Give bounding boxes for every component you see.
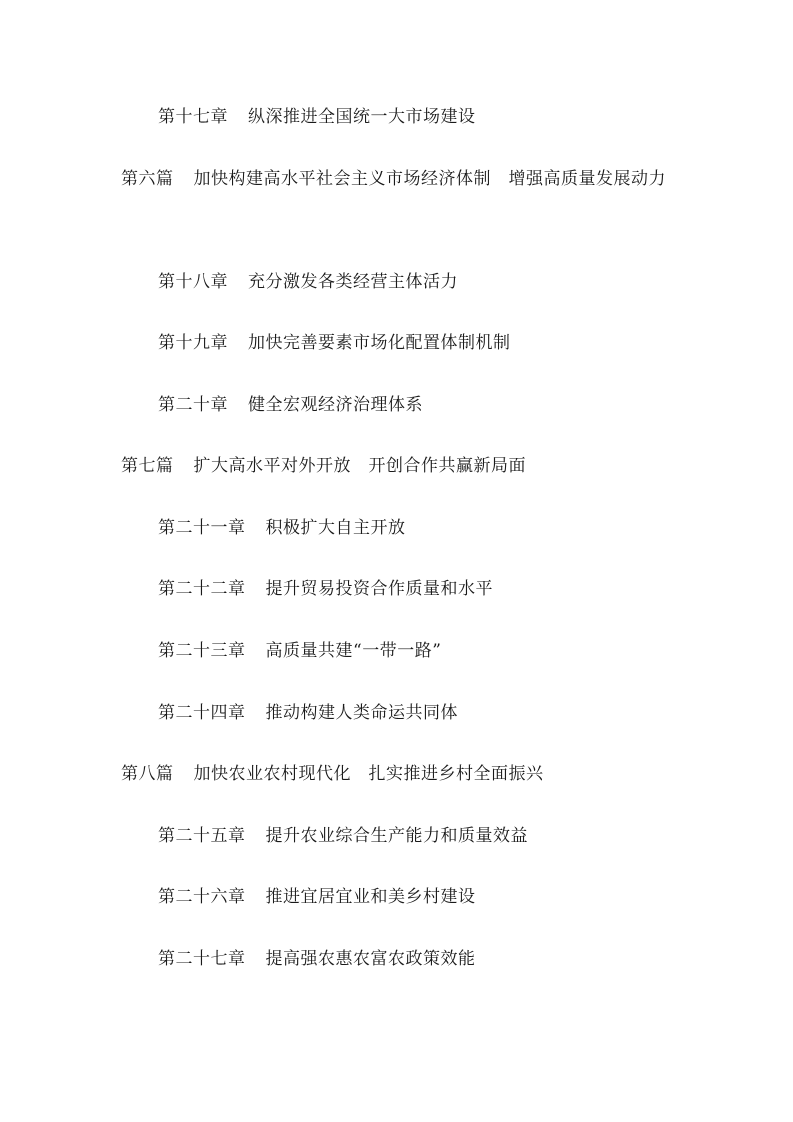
chapter-title: 推进宜居宜业和美乡村建设 [265, 887, 476, 907]
chapter-number: 第二十一章 [158, 518, 246, 538]
chapter-number: 第二十七章 [158, 949, 246, 969]
chapter-title: 提高强农惠农富农政策效能 [265, 949, 476, 969]
toc-chapter-25 [158, 826, 528, 846]
toc-chapter-27 [158, 949, 476, 969]
toc-chapter-17 [158, 107, 476, 127]
toc-part-7 [121, 456, 526, 476]
chapter-number: 第二十章 [158, 395, 228, 415]
chapter-title: 健全宏观经济治理体系 [248, 395, 423, 415]
toc-part-6 [121, 157, 669, 201]
chapter-title: 充分激发各类经营主体活力 [248, 272, 458, 292]
chapter-number: 第十七章 [158, 107, 228, 127]
toc-part-8 [121, 764, 544, 784]
part-number: 第六篇 [121, 169, 174, 189]
part-number: 第八篇 [121, 764, 174, 784]
toc-chapter-18 [158, 272, 458, 292]
toc-chapter-24 [158, 703, 458, 723]
toc-chapter-23 [158, 641, 441, 661]
toc-chapter-26 [158, 887, 476, 907]
chapter-number: 第二十二章 [158, 579, 246, 599]
part-title: 加快农业农村现代化 扎实推进乡村全面振兴 [193, 764, 544, 784]
toc-chapter-19 [158, 333, 511, 353]
chapter-number: 第二十四章 [158, 703, 246, 723]
chapter-title: 高质量共建“一带一路” [265, 641, 442, 661]
chapter-title: 提升农业综合生产能力和质量效益 [265, 826, 528, 846]
toc-chapter-20 [158, 395, 423, 415]
chapter-title: 加快完善要素市场化配置体制机制 [248, 333, 511, 353]
toc-chapter-21 [158, 518, 406, 538]
chapter-number: 第二十六章 [158, 887, 246, 907]
part-title: 加快构建高水平社会主义市场经济体制 增强高质量发展动力 [193, 169, 666, 189]
part-title: 扩大高水平对外开放 开创合作共赢新局面 [193, 456, 526, 476]
part-number: 第七篇 [121, 456, 174, 476]
chapter-title: 积极扩大自主开放 [265, 518, 406, 538]
chapter-title: 提升贸易投资合作质量和水平 [265, 579, 493, 599]
chapter-number: 第二十五章 [158, 826, 246, 846]
chapter-title: 推动构建人类命运共同体 [265, 703, 458, 723]
chapter-number: 第十九章 [158, 333, 228, 353]
chapter-title: 纵深推进全国统一大市场建设 [248, 107, 476, 127]
chapter-number: 第十八章 [158, 272, 228, 292]
toc-chapter-22 [158, 579, 493, 599]
chapter-number: 第二十三章 [158, 641, 246, 661]
